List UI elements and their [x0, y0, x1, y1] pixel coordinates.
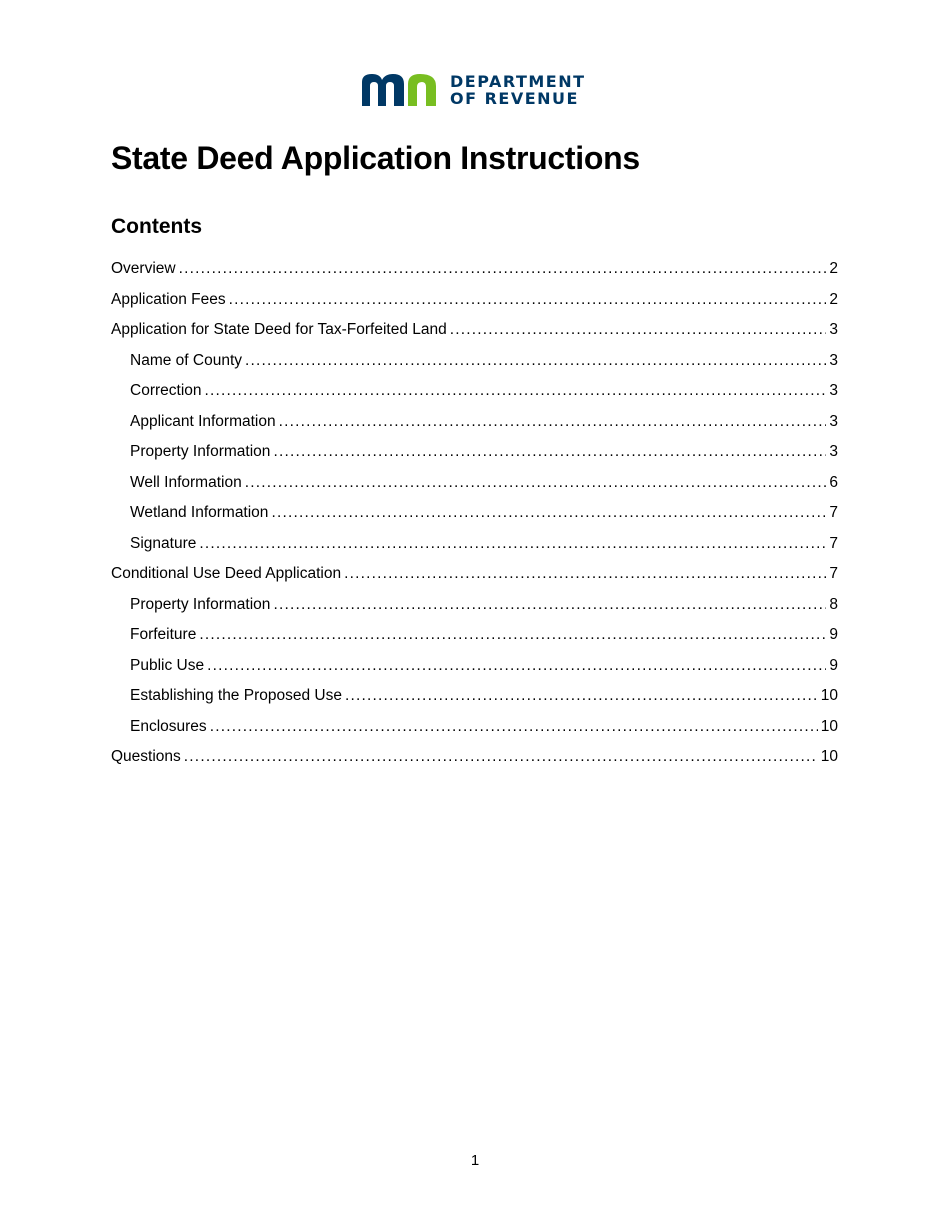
toc-dot-leader — [450, 321, 827, 339]
toc-entry[interactable] — [111, 407, 838, 438]
toc-entry-title[interactable]: Applicant Information — [130, 412, 276, 430]
toc-entry[interactable] — [111, 559, 838, 590]
toc-entry-page[interactable]: 8 — [829, 595, 838, 613]
toc-entry-title[interactable]: Enclosures — [130, 717, 207, 735]
toc-entry-page[interactable]: 9 — [829, 626, 838, 644]
toc-entry-page[interactable]: 7 — [829, 504, 838, 522]
toc-entry-title[interactable]: Questions — [111, 748, 181, 766]
toc-entry-title[interactable]: Correction — [130, 382, 202, 400]
toc-entry[interactable] — [111, 468, 838, 499]
toc-entry-title[interactable]: Wetland Information — [130, 504, 269, 522]
mn-logo-icon — [360, 72, 440, 108]
toc-entry[interactable] — [111, 376, 838, 407]
department-logo — [360, 70, 600, 110]
toc-entry-title[interactable]: Overview — [111, 260, 176, 278]
contents-heading: Contents — [111, 215, 202, 238]
page-number: 1 — [470, 1152, 480, 1169]
toc-entry-page[interactable]: 7 — [829, 534, 838, 552]
toc-entry-title[interactable]: Forfeiture — [130, 626, 197, 644]
toc-entry-title[interactable]: Property Information — [130, 595, 271, 613]
toc-dot-leader — [210, 718, 818, 736]
toc-dot-leader — [205, 382, 827, 400]
logo-line-1: DEPARTMENT — [450, 72, 586, 91]
toc-entry-title[interactable]: Conditional Use Deed Application — [111, 565, 342, 583]
toc-entry[interactable] — [111, 437, 838, 468]
toc-dot-leader — [207, 657, 826, 675]
table-of-contents — [111, 254, 838, 773]
toc-entry-page[interactable]: 3 — [829, 412, 838, 430]
toc-entry-title[interactable]: Property Information — [130, 443, 271, 461]
toc-entry[interactable] — [111, 315, 838, 346]
toc-entry-page[interactable]: 9 — [829, 656, 838, 674]
toc-entry[interactable] — [111, 620, 838, 651]
toc-dot-leader — [273, 596, 826, 614]
toc-entry-page[interactable]: 3 — [829, 443, 838, 461]
toc-dot-leader — [271, 504, 826, 522]
toc-entry[interactable] — [111, 498, 838, 529]
toc-entry[interactable] — [111, 285, 838, 316]
toc-entry-page[interactable]: 10 — [820, 717, 838, 735]
logo-wordmark — [450, 73, 586, 107]
toc-entry-title[interactable]: Application Fees — [111, 290, 226, 308]
toc-entry[interactable] — [111, 712, 838, 743]
toc-entry[interactable] — [111, 529, 838, 560]
toc-entry-page[interactable]: 10 — [820, 748, 838, 766]
toc-entry-page[interactable]: 10 — [820, 687, 838, 705]
toc-dot-leader — [184, 748, 818, 766]
toc-entry[interactable] — [111, 681, 838, 712]
logo-line-2: OF REVENUE — [450, 89, 579, 108]
toc-entry[interactable] — [111, 651, 838, 682]
toc-entry-page[interactable]: 7 — [829, 565, 838, 583]
toc-entry-title[interactable]: Signature — [130, 534, 197, 552]
toc-entry[interactable] — [111, 254, 838, 285]
toc-dot-leader — [345, 687, 818, 705]
toc-dot-leader — [199, 535, 826, 553]
toc-entry-title[interactable]: Well Information — [130, 473, 242, 491]
toc-entry[interactable] — [111, 742, 838, 773]
toc-entry[interactable] — [111, 590, 838, 621]
document-title: State Deed Application Instructions — [111, 140, 640, 176]
toc-dot-leader — [229, 291, 827, 309]
toc-entry-title[interactable]: Public Use — [130, 656, 205, 674]
toc-entry-title[interactable]: Application for State Deed for Tax-Forfeited Land — [111, 321, 447, 339]
toc-entry-title[interactable]: Name of County — [130, 351, 242, 369]
toc-entry-page[interactable]: 2 — [829, 260, 838, 278]
toc-dot-leader — [245, 474, 827, 492]
toc-dot-leader — [279, 413, 827, 431]
toc-dot-leader — [344, 565, 826, 583]
toc-entry-title[interactable]: Establishing the Proposed Use — [130, 687, 342, 705]
toc-entry-page[interactable]: 3 — [829, 351, 838, 369]
toc-entry-page[interactable]: 3 — [829, 382, 838, 400]
toc-entry-page[interactable]: 2 — [829, 290, 838, 308]
toc-dot-leader — [179, 260, 827, 278]
toc-entry-page[interactable]: 3 — [829, 321, 838, 339]
toc-dot-leader — [245, 352, 826, 370]
toc-entry-page[interactable]: 6 — [829, 473, 838, 491]
toc-dot-leader — [199, 626, 826, 644]
toc-dot-leader — [273, 443, 826, 461]
toc-entry[interactable] — [111, 346, 838, 377]
